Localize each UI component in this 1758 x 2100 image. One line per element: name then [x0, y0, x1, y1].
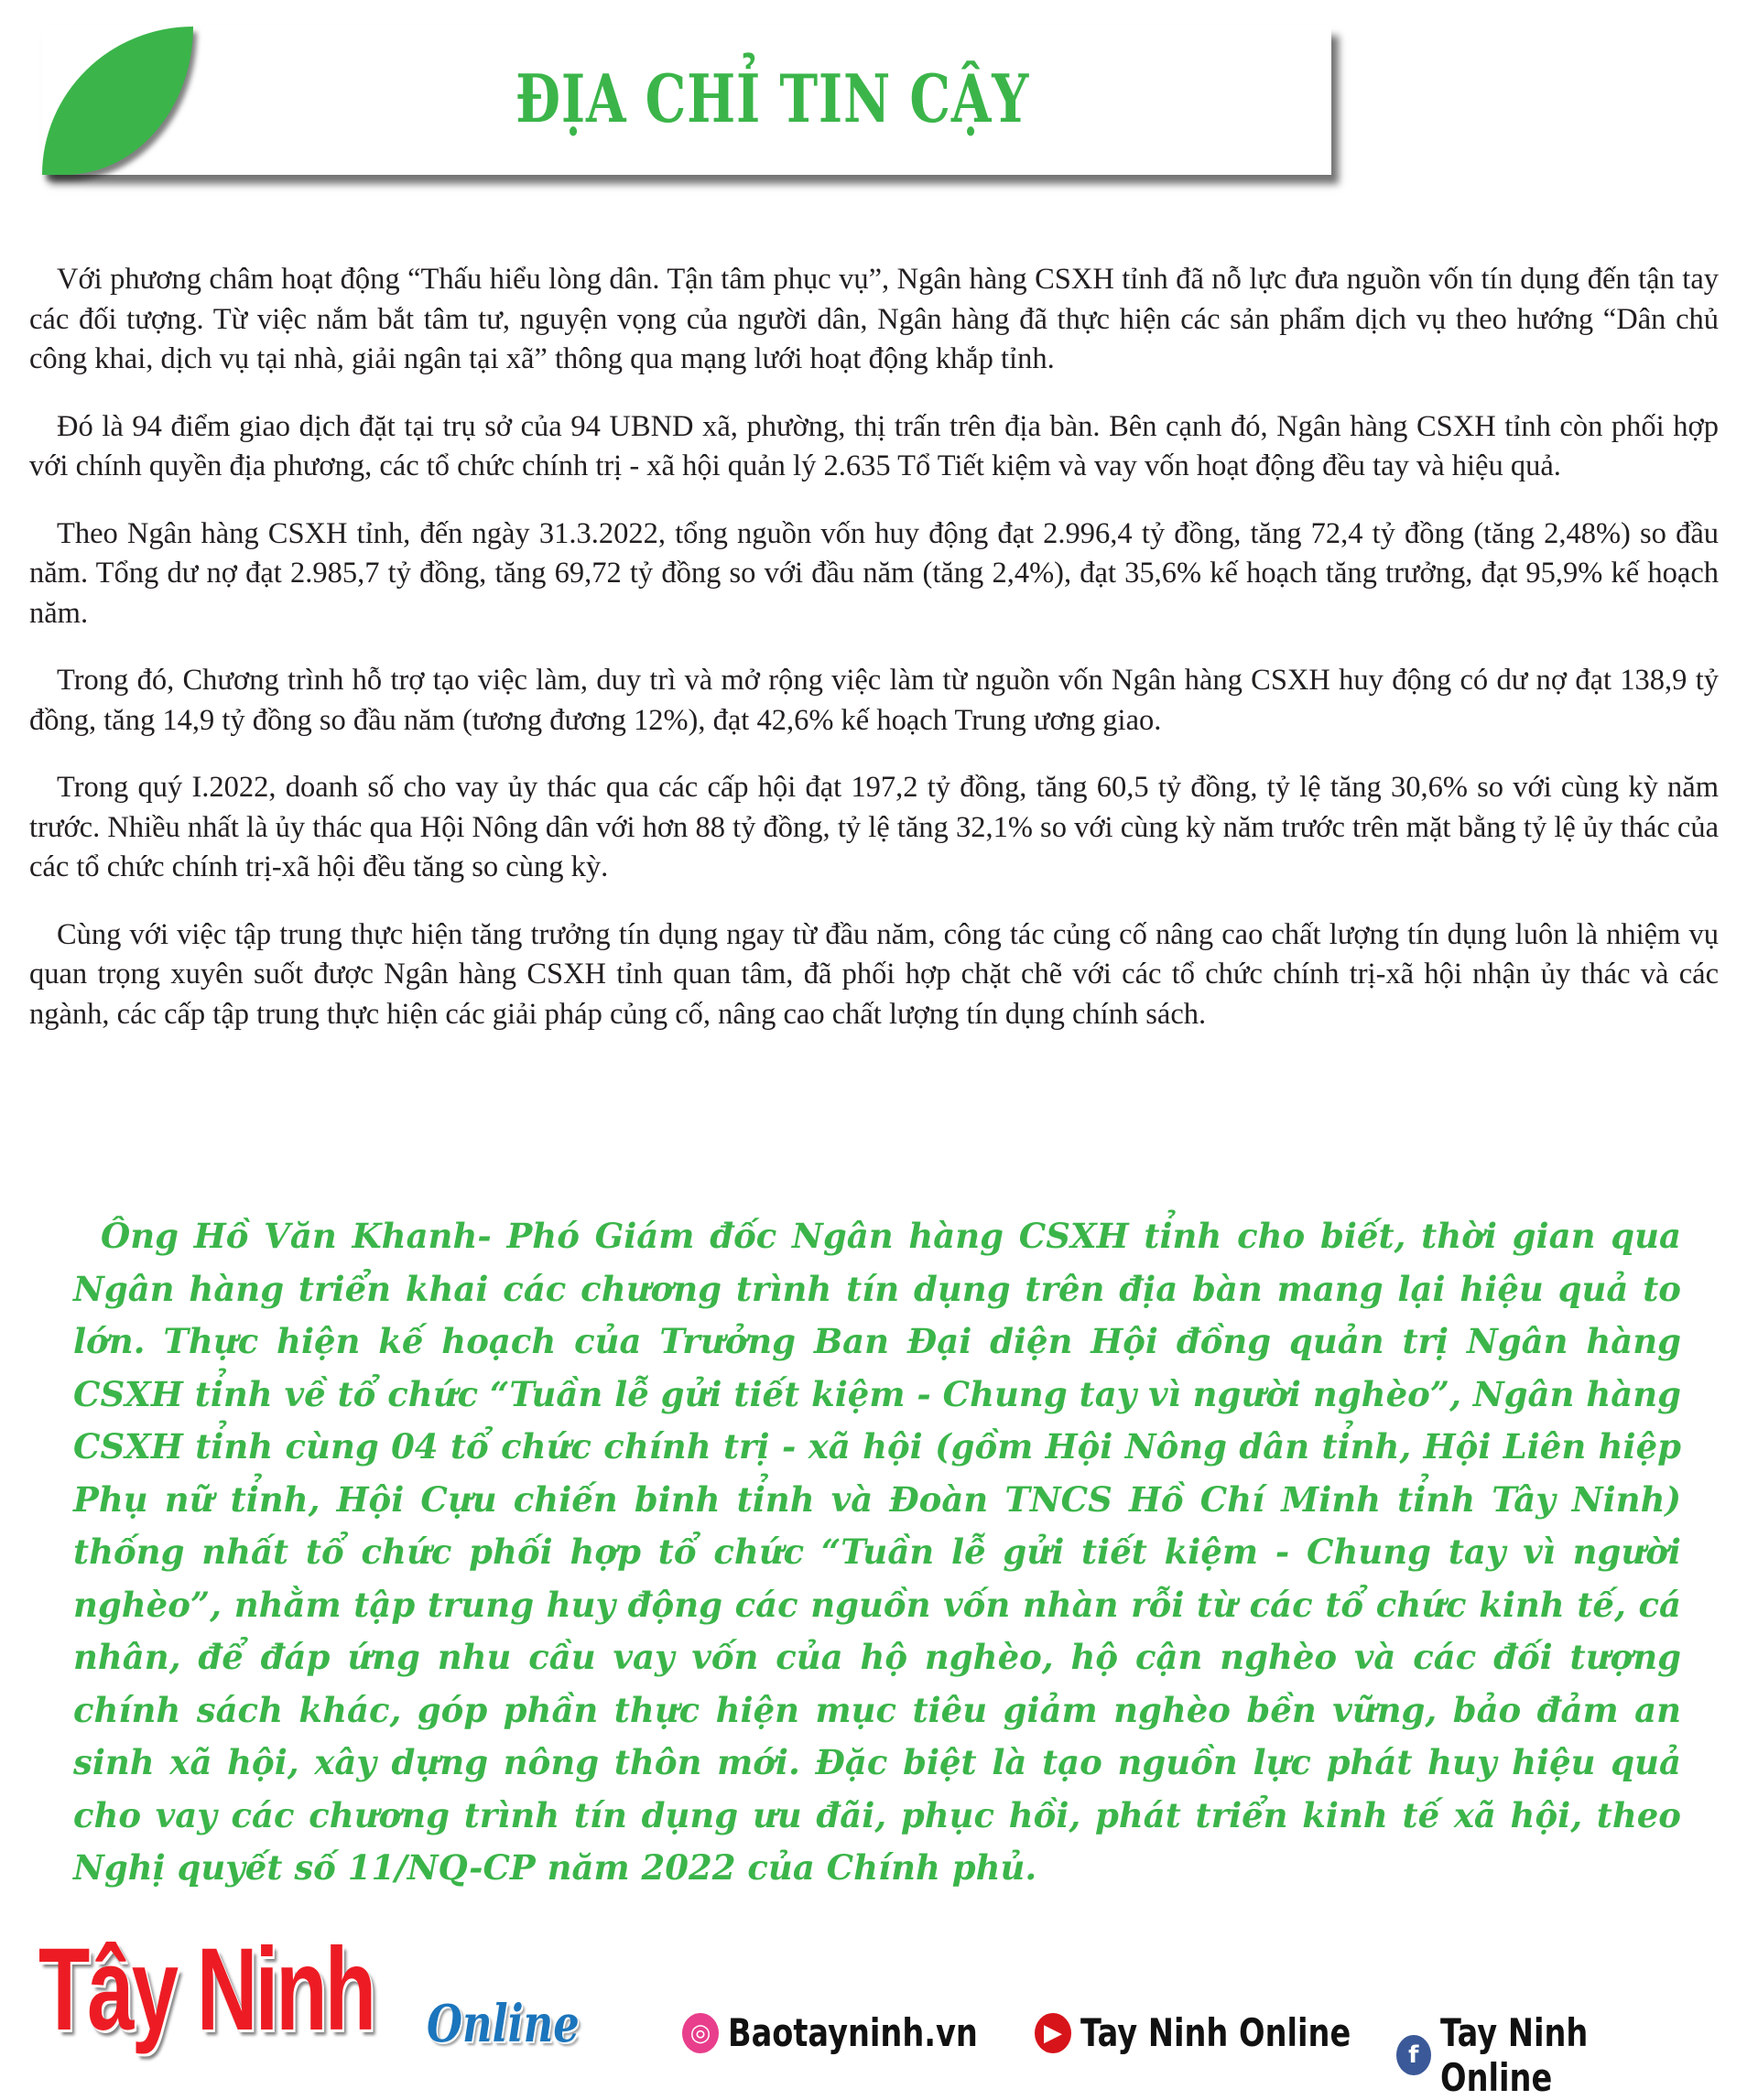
dribbble-icon: ◎: [682, 2013, 719, 2053]
paragraph: Trong quý I.2022, doanh số cho vay ủy thác qua các cấp hội đạt 197,2 tỷ đồng, tăng 60,5 tỷ đồng, tỷ lệ tăng 30,6% so với cùng kỳ năm trước. Nhiều nhất là ủy thác qua Hội Nông dân với hơn 88 tỷ đồng, tỷ lệ tăng 32,1% so với cùng kỳ năm trước trên mặt bằng tỷ lệ ủy thác của các tổ chức chính trị-xã hội đều tăng so cùng kỳ.: [29, 771, 1719, 883]
paragraph: Cùng với việc tập trung thực hiện tăng trưởng tín dụng ngay từ đầu năm, công tác củng cố nâng cao chất lượng tín dụng luôn là nhiệm vụ quan trọng xuyên suốt được Ngân hàng CSXH tỉnh quan tâm, đã phối hợp chặt chẽ với các tổ chức chính trị-xã hội nhận ủy thác và các ngành, các cấp tập trung thực hiện các giải pháp củng cố, nâng cao chất lượng tín dụng chính sách.: [29, 917, 1719, 1031]
logo-tay-ninh: Tây Ninh: [38, 1924, 374, 2055]
title-banner: [42, 27, 1331, 175]
link-youtube[interactable]: [1035, 2010, 1418, 2055]
page-title: ĐỊA CHỈ TIN CẬY: [515, 60, 1030, 137]
paragraph: Trong đó, Chương trình hỗ trợ tạo việc làm, duy trì và mở rộng việc làm từ nguồn vốn Ngân hàng CSXH huy động có dư nợ đạt 138,9 tỷ đồng, tăng 14,9 tỷ đồng so đầu năm (tương đương 12%), đạt 42,6% kế hoạch Trung ương giao.: [29, 664, 1719, 737]
footer: [0, 1922, 1758, 2100]
link-label: Baotayninh.vn: [728, 2010, 978, 2055]
link-label: Tay Ninh Online: [1439, 2010, 1588, 2100]
youtube-icon: ▶: [1035, 2013, 1071, 2053]
link-facebook[interactable]: [1396, 2010, 1758, 2100]
paragraph: Đó là 94 điểm giao dịch đặt tại trụ sở của 94 UBND xã, phường, thị trấn trên địa bàn. Bên cạnh đó, Ngân hàng CSXH tỉnh còn phối hợp với chính quyền địa phương, các tổ chức chính trị - xã hội quản lý 2.635 Tổ Tiết kiệm và vay vốn hoạt động đều tay và hiệu quả.: [29, 409, 1719, 482]
paragraph: Với phương châm hoạt động “Thấu hiểu lòng dân. Tận tâm phục vụ”, Ngân hàng CSXH tỉnh đã nỗ lực đưa nguồn vốn tín dụng đến tận tay các đối tượng. Từ việc nắm bắt tâm tư, nguyện vọng của người dân, Ngân hàng đã thực hiện các sản phẩm dịch vụ theo hướng “Dân chủ công khai, dịch vụ tại nhà, giải ngân tại xã” thông qua mạng lưới hoạt động khắp tỉnh.: [29, 263, 1719, 375]
link-website[interactable]: [682, 2010, 1040, 2055]
highlight-quote: Ông Hồ Văn Khanh- Phó Giám đốc Ngân hàng CSXH tỉnh cho biết, thời gian qua Ngân hàng triển khai các chương trình tín dụng trên địa bàn mang lại hiệu quả to lớn. Thực hiện kế hoạch của Trưởng Ban Đại diện Hội đồng quản trị Ngân hàng CSXH tỉnh về tổ chức “Tuần lễ gửi tiết kiệm - Chung tay vì người nghèo”, Ngân hàng CSXH tỉnh cùng 04 tổ chức chính trị - xã hội (gồm Hội Nông dân tỉnh, Hội Liên hiệp Phụ nữ tỉnh, Hội Cựu chiến binh tỉnh và Đoàn TNCS Hồ Chí Minh tỉnh Tây Ninh) thống nhất tổ chức phối hợp tổ chức “Tuần lễ gửi tiết kiệm - Chung tay vì người nghèo”, nhằm tập trung huy động các nguồn vốn nhàn rỗi từ các tổ chức kinh tế, cá nhân, để đáp ứng nhu cầu vay vốn của hộ nghèo, hộ cận nghèo và các đối tượng chính sách khác, góp phần thực hiện mục tiêu giảm nghèo bền vững, bảo đảm an sinh xã hội, xây dựng nông thôn mới. Đặc biệt là tạo nguồn lực phát huy hiệu quả cho vay các chương trình tín dụng ưu đãi, phục hồi, phát triển kinh tế xã hội, theo Nghị quyết số 11/NQ-CP năm 2022 của Chính phủ.: [73, 1216, 1681, 1888]
facebook-icon: f: [1396, 2035, 1431, 2075]
paragraph: Theo Ngân hàng CSXH tỉnh, đến ngày 31.3.2022, tổng nguồn vốn huy động đạt 2.996,4 tỷ đồng, tăng 72,4 tỷ đồng (tăng 2,48%) so đầu năm. Tổng dư nợ đạt 2.985,7 tỷ đồng, tăng 69,72 tỷ đồng so với đầu năm (tăng 2,4%), đạt 35,6% kế hoạch tăng trưởng, đạt 95,9% kế hoạch năm.: [29, 516, 1719, 630]
logo-online: Online: [427, 1994, 580, 2054]
article-body: [29, 260, 1719, 1062]
link-label: Tay Ninh Online: [1080, 2010, 1351, 2055]
